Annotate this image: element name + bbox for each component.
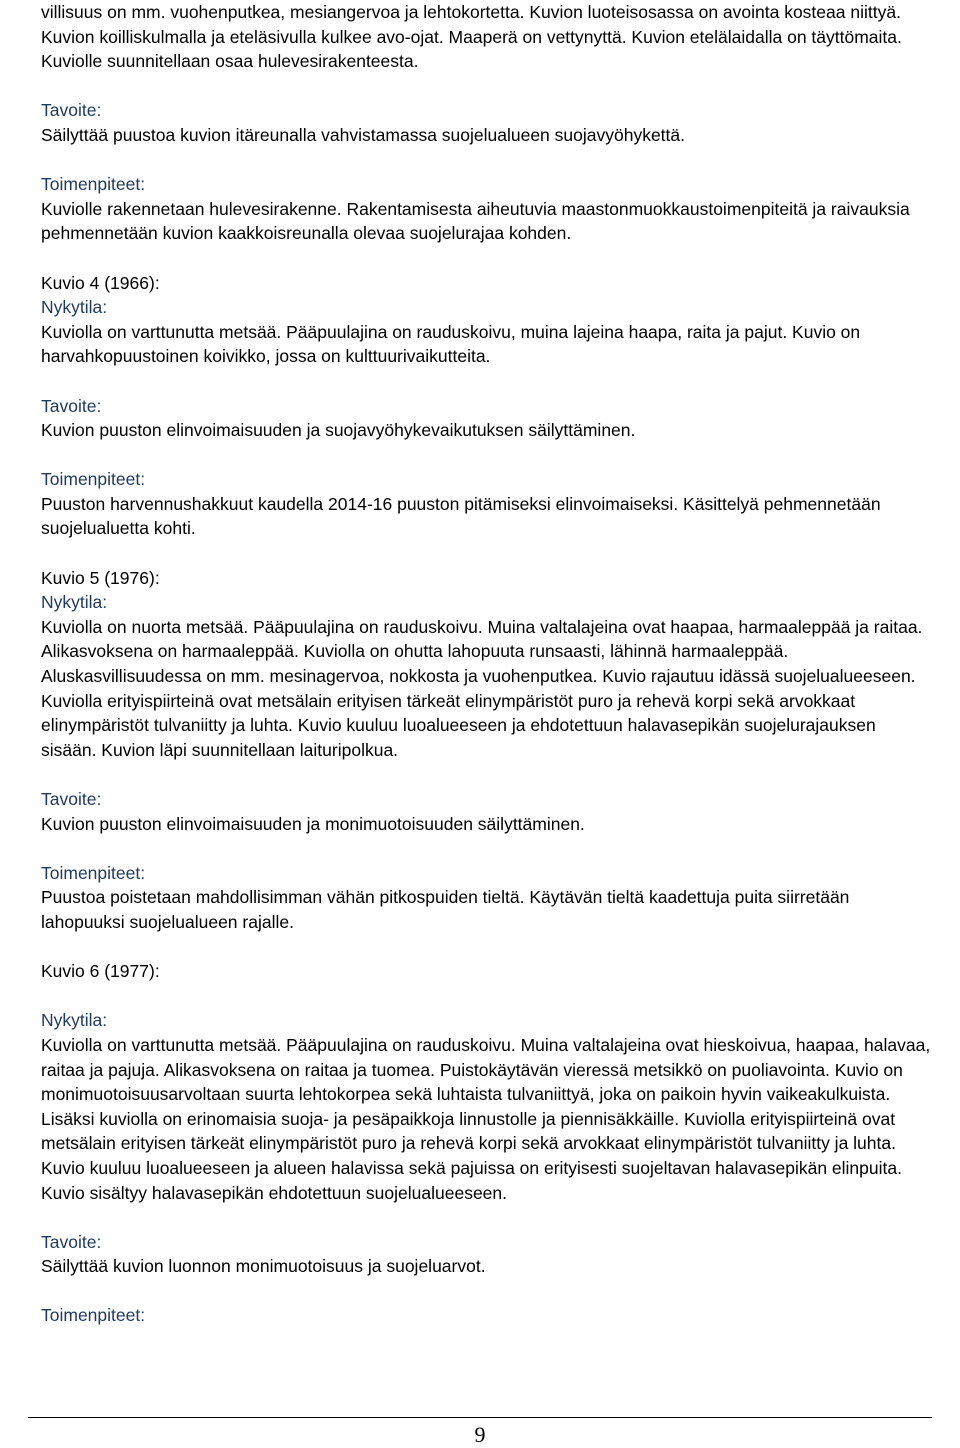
kuvio-6-tavoite-label: Tavoite:	[41, 1231, 102, 1252]
kuvio-4-nykytila-label: Nykytila:	[41, 297, 108, 318]
kuvio-4-tavoite-label: Tavoite:	[41, 395, 102, 416]
kuvio-5-toimenpiteet-label: Toimenpiteet:	[41, 862, 146, 883]
kuvio-5-nykytila-label: Nykytila:	[41, 592, 108, 613]
kuvio-6-nykytila-label: Nykytila:	[41, 1010, 108, 1031]
page-number: 9	[474, 1422, 486, 1447]
kuvio-4-tavoite-text: Kuvion puuston elinvoimaisuuden ja suojavyöhykevaikutuksen säilyttäminen.	[41, 420, 636, 441]
toimenpiteet-label: Toimenpiteet:	[41, 174, 146, 195]
kuvio-5-nykytila-text: Kuviolla on nuorta metsää. Pääpuulajina on rauduskoivu. Muina valtalajeina ovat haapaa, harmaaleppää ja raitaa. Alikasvoksena on harmaaleppää. Kuviolla on ohutta lahopuuta runsaasti, lähinnä harmaaleppää. Aluskasvillisuudessa on mm. mesinagervoa, nokkosta ja vuohenputkea. Kuvio rajautuu idässä suojelualueeseen. Kuviolla erityispiirteinä ovat metsälain erityisen tärkeät elinympäristöt puro ja rehevä korpi sekä arvokkaat elinympäristöt tulvaniitty ja luhta. Kuvio kuuluu luoalueeseen ja ehdotettuun halavasepikän suojelurajauksen sisään. Kuvion läpi suunnitellaan laituripolkua.	[41, 616, 923, 760]
kuvio-5-tavoite-label: Tavoite:	[41, 789, 102, 809]
kuvio-6-toimenpiteet-label: Toimenpiteet:	[41, 1305, 146, 1326]
kuvio-5-toimenpiteet-text: Puustoa poistetaan mahdollisimman vähän pitkospuiden tieltä. Käytävän tieltä kaadettuja puita siirretään lahopuuksi suojelualueen rajalle.	[41, 887, 850, 932]
kuvio-4-toimenpiteet-text: Puuston harvennushakkuut kaudella 2014-16 puuston pitämiseksi elinvoimaiseksi. Käsittelyä pehmennetään suojelualuetta kohti.	[41, 493, 881, 539]
kuvio-6-tavoite-text: Säilyttää kuvion luonnon monimuotoisuus ja suojeluarvot.	[41, 1256, 486, 1277]
document-page	[41, 0, 931, 1328]
kuvio-5-heading: Kuvio 5 (1976):	[41, 567, 160, 588]
tavoite-text: Säilyttää puustoa kuvion itäreunalla vahvistamassa suojelualueen suojavyöhykettä.	[41, 124, 686, 145]
kuvio-6-heading: Kuvio 6 (1977):	[41, 961, 160, 982]
tavoite-label: Tavoite:	[41, 100, 102, 121]
kuvio-6-nykytila-text: Kuviolla on varttunutta metsää. Pääpuulajina on rauduskoivu. Muina valtalajeina ovat hieskoivua, haapaa, halavaa, raitaa ja pajuja. Alikasvoksena on raitaa ja tuomea. Puistokäytävän vieressä metsikkö on puoliavointa. Kuvio on monimuotoisuusarvoltaan suurta lehtokorpea sekä luhtaista tulvaniittyä, joka on paikoin hyvin vaikeakulkuista. Lisäksi kuviolla on erinomaisia suoja- ja pesäpaikkoja linnustolle ja piennisäkkäille. Kuviolla erityispiirteinä ovat metsälain erityisen tärkeät elinympäristöt puro ja rehevä korpi sekä arvokkaat elinympäristöt tulvaniitty ja luhta. Kuvio kuuluu luoalueeseen ja alueen halavissa sekä pajuissa on erityisesti suojeltavan halavasepikän elinpuita. Kuvio sisältyy halavasepikän ehdotettuun suojelualueeseen.	[41, 1034, 931, 1203]
kuvio-4-toimenpiteet-label: Toimenpiteet:	[41, 469, 146, 490]
kuvio-5-tavoite-text: Kuvion puuston elinvoimaisuuden ja monimuotoisuuden säilyttäminen.	[41, 813, 585, 834]
intro-paragraph: villisuus on mm. vuohenputkea, mesiangervoa ja lehtokortetta. Kuvion luoteisosassa on avointa kosteaa niittyä. Kuvion koilliskulmalla ja eteläsivulla kulkee avo-ojat. Maaperä on vettynyttä. Kuvion etelälaidalla on täyttömaita. Kuviolle suunnitellaan osaa hulevesirakenteesta.	[41, 2, 902, 72]
footer-divider	[28, 1417, 932, 1418]
kuvio-4-nykytila-text: Kuviolla on varttunutta metsää. Pääpuulajina on rauduskoivu, muina lajeina haapa, raita ja pajut. Kuvio on harvahkopuustoinen koivikko, jossa on kulttuurivaikutteita.	[41, 321, 861, 367]
toimenpiteet-text: Kuviolle rakennetaan hulevesirakenne. Rakentamisesta aiheutuvia maastonmuokkaustoimenpiteitä ja raivauksia pehmennetään kuvion kaakkoisreunalla olevaa suojelurajaa kohden.	[41, 198, 910, 244]
kuvio-4-heading: Kuvio 4 (1966):	[41, 272, 160, 293]
